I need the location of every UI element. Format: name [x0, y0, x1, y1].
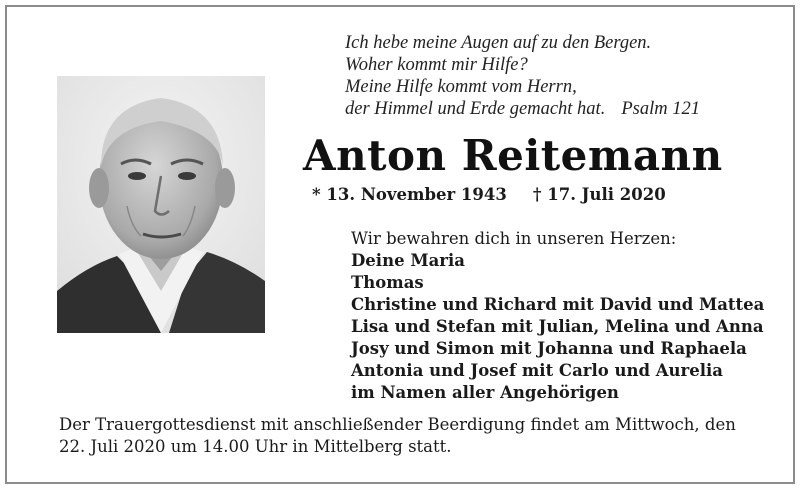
mourner-line: Deine Maria: [351, 251, 465, 270]
psalm-line: Ich hebe meine Augen auf zu den Bergen.: [345, 33, 652, 53]
mourner-line: Thomas: [351, 273, 424, 292]
psalm-line: der Himmel und Erde gemacht hat.: [345, 99, 606, 119]
funeral-notice-line: 22. Juli 2020 um 14.00 Uhr in Mittelberg statt.: [59, 437, 452, 456]
mourners-intro: Wir bewahren dich in unseren Herzen:: [351, 229, 677, 248]
mourner-line: Antonia und Josef mit Carlo und Aurelia: [351, 361, 723, 380]
mourner-line: Josy und Simon mit Johanna und Raphaela: [351, 339, 747, 358]
death-date: † 17. Juli 2020: [532, 185, 666, 204]
deceased-name: Anton Reitemann: [303, 131, 723, 180]
psalm-line-last: [345, 98, 745, 120]
mourners-list: [351, 228, 764, 404]
funeral-notice: [59, 414, 759, 458]
psalm-quote: [345, 32, 745, 120]
portrait-photo: [57, 76, 265, 333]
life-dates: [312, 184, 666, 206]
psalm-reference: Psalm 121: [621, 99, 700, 119]
birth-date: * 13. November 1943: [312, 185, 507, 204]
funeral-notice-line: Der Trauergottesdienst mit anschließender Beerdigung findet am Mittwoch, den: [59, 415, 736, 434]
mourner-line: Christine und Richard mit David und Mattea: [351, 295, 765, 314]
mourner-line: im Namen aller Angehörigen: [351, 383, 619, 402]
portrait-image: [57, 76, 265, 333]
psalm-line: Meine Hilfe kommt vom Herrn,: [345, 77, 577, 97]
psalm-line: Woher kommt mir Hilfe?: [345, 55, 528, 75]
mourner-line: Lisa und Stefan mit Julian, Melina und Anna: [351, 317, 764, 336]
